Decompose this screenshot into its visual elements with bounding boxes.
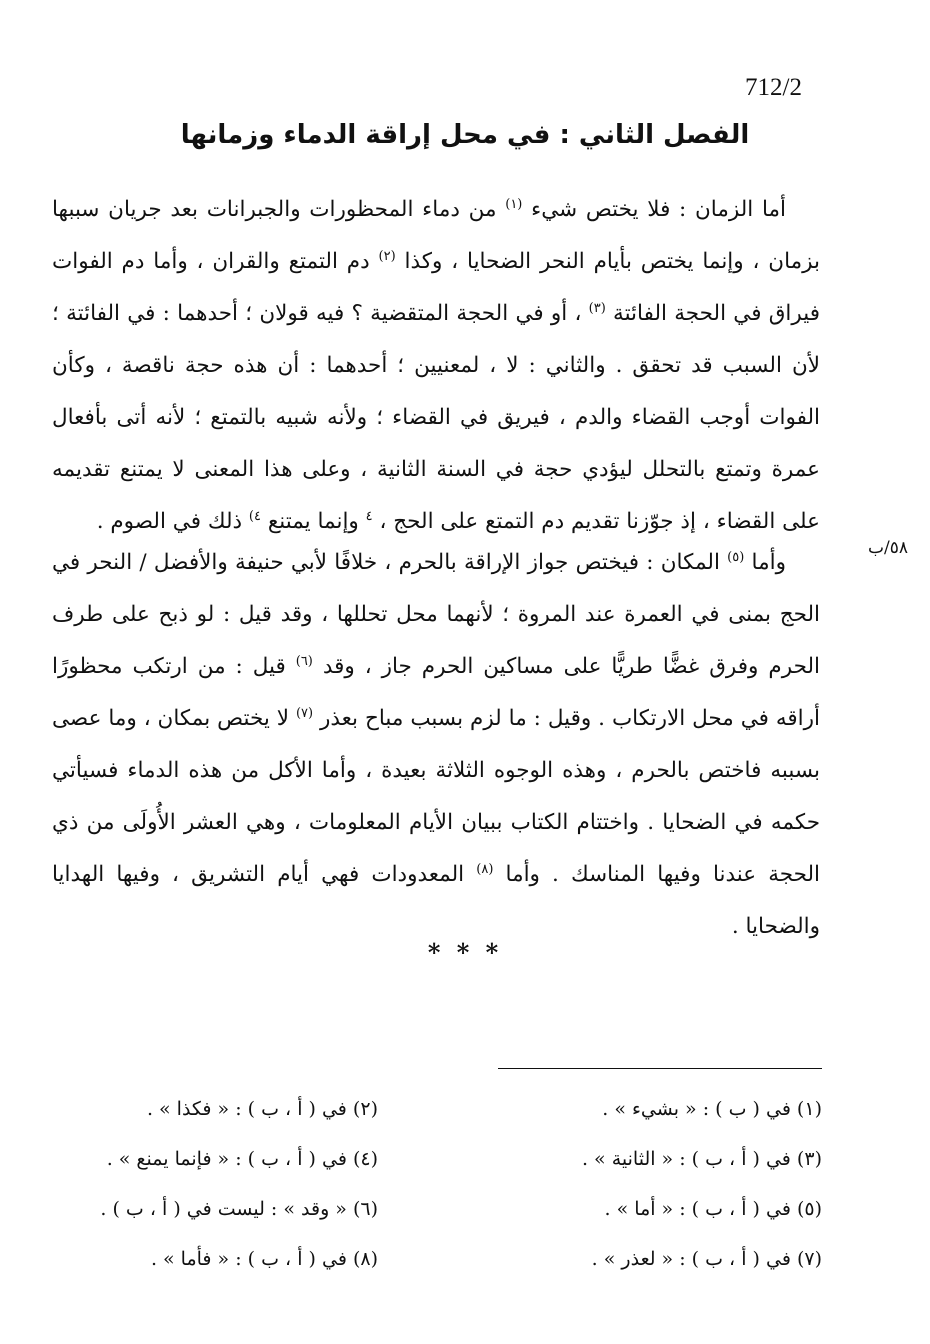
footnote-ref-1: (١) bbox=[505, 196, 523, 212]
p1-text-5: وإنما يمتنع bbox=[267, 509, 359, 534]
p1-text-4: ، أو في الحجة المتقضية ؟ فيه قولان ؛ أحدهما : في الفائتة ؛ لأن السبب قد تحقق . والثاني : لا ، لمعنيين ؛ أحدهما : أن هذه حجة ناقصة ، وكأن الفوات أوجب القضاء والدم ، فيريق في القضاء ؛ ولأنه شبيه بالتمتع ؛ لأنه أتى بأفعال عمرة وتمتع بالتحلل ليؤدي حجة في السنة الثانية ، وعلى هذا المعنى لا يمتنع تقديمه على القضاء ، إذ جوّزنا تقديم دم التمتع على الحج ، bbox=[52, 301, 820, 534]
footnote-3: (٣) في ( أ ، ب ) : « الثانية » . bbox=[581, 1148, 822, 1170]
footnote-ref-3: (٣) bbox=[588, 300, 606, 316]
footnote-ref-4-close: ٤) bbox=[248, 508, 261, 524]
p2-text-5: المعدودات فهي أيام التشريق ، وفيها الهدايا والضحايا . bbox=[52, 862, 820, 939]
p2-text-3: قيل : من ارتكب محظورًا أراقه في محل الارتكاب . وقيل : ما لزم بسبب مباح بعذر bbox=[52, 654, 820, 731]
chapter-title: الفصل الثاني : في محل إراقة الدماء وزمانها bbox=[180, 120, 750, 150]
p2-text-1: وأما bbox=[751, 550, 786, 575]
page-number: 712/2 bbox=[745, 74, 802, 101]
footnote-5: (٥) في ( أ ، ب ) : « أما » . bbox=[604, 1198, 822, 1220]
footnote-7: (٧) في ( أ ، ب ) : « لعذر » . bbox=[591, 1248, 822, 1270]
p2-text-4: لا يختص بمكان ، وما عصى بسببه فاختص بالحرم ، وهذه الوجوه الثلاثة بعيدة ، وأما الأكل من هذه الدماء فسيأتي حكمه في الضحايا . واختتام الكتاب ببيان الأيام المعلومات ، وهي العشر الأُولَى من ذي الحجة عندنا وفيها المناسك . وأما bbox=[52, 706, 821, 887]
p2-text-2: المكان : فيختص جواز الإراقة بالحرم ، خلافًا لأبي حنيفة والأفضل / النحر في الحج بمنى في العمرة عند المروة ؛ لأنهما محل تحللها ، وقد قيل : لو ذبح على طرف الحرم وفرق غضًّا طريًّا على مساكين الحرم جاز ، وقد bbox=[52, 550, 820, 679]
footnote-ref-5: (٥) bbox=[727, 549, 745, 565]
paragraph-time bbox=[52, 184, 820, 548]
manuscript-folio-marker: ٥٨/ب bbox=[868, 538, 908, 558]
footnote-2: (٢) في ( أ ، ب ) : « فكذا » . bbox=[146, 1098, 378, 1120]
footnote-ref-2: (٢) bbox=[378, 248, 396, 264]
p1-text-1: أما الزمان : فلا يختص شيء bbox=[531, 197, 787, 222]
footnote-8: (٨) في ( أ ، ب ) : « فأما » . bbox=[150, 1248, 378, 1270]
p1-text-3: دم التمتع والقران ، وأما دم الفوات فيراق في الحجة الفائتة bbox=[52, 249, 820, 326]
p1-text-6: ذلك في الصوم . bbox=[96, 509, 243, 534]
paragraph-place bbox=[52, 537, 820, 953]
footnote-ref-6: (٦) bbox=[295, 653, 313, 669]
footnote-4: (٤) في ( أ ، ب ) : « فإنما يمنع » . bbox=[106, 1148, 378, 1170]
footnote-1: (١) في ( ب ) : « بشيء » . bbox=[602, 1098, 822, 1120]
footnote-ref-8: (٨) bbox=[476, 861, 494, 877]
footnote-ref-4-open: ٤ bbox=[365, 508, 373, 524]
p1-text-2: من دماء المحظورات والجبرانات بعد جريان سببها بزمان ، وإنما يختص بأيام النحر الضحايا ، وكذا bbox=[52, 197, 820, 274]
footnote-6: (٦) « وقد » : ليست في ( أ ، ب ) . bbox=[100, 1198, 378, 1220]
footnote-divider bbox=[498, 1068, 822, 1069]
section-separator: * * * bbox=[427, 938, 503, 967]
footnote-ref-7: (٧) bbox=[295, 705, 314, 721]
